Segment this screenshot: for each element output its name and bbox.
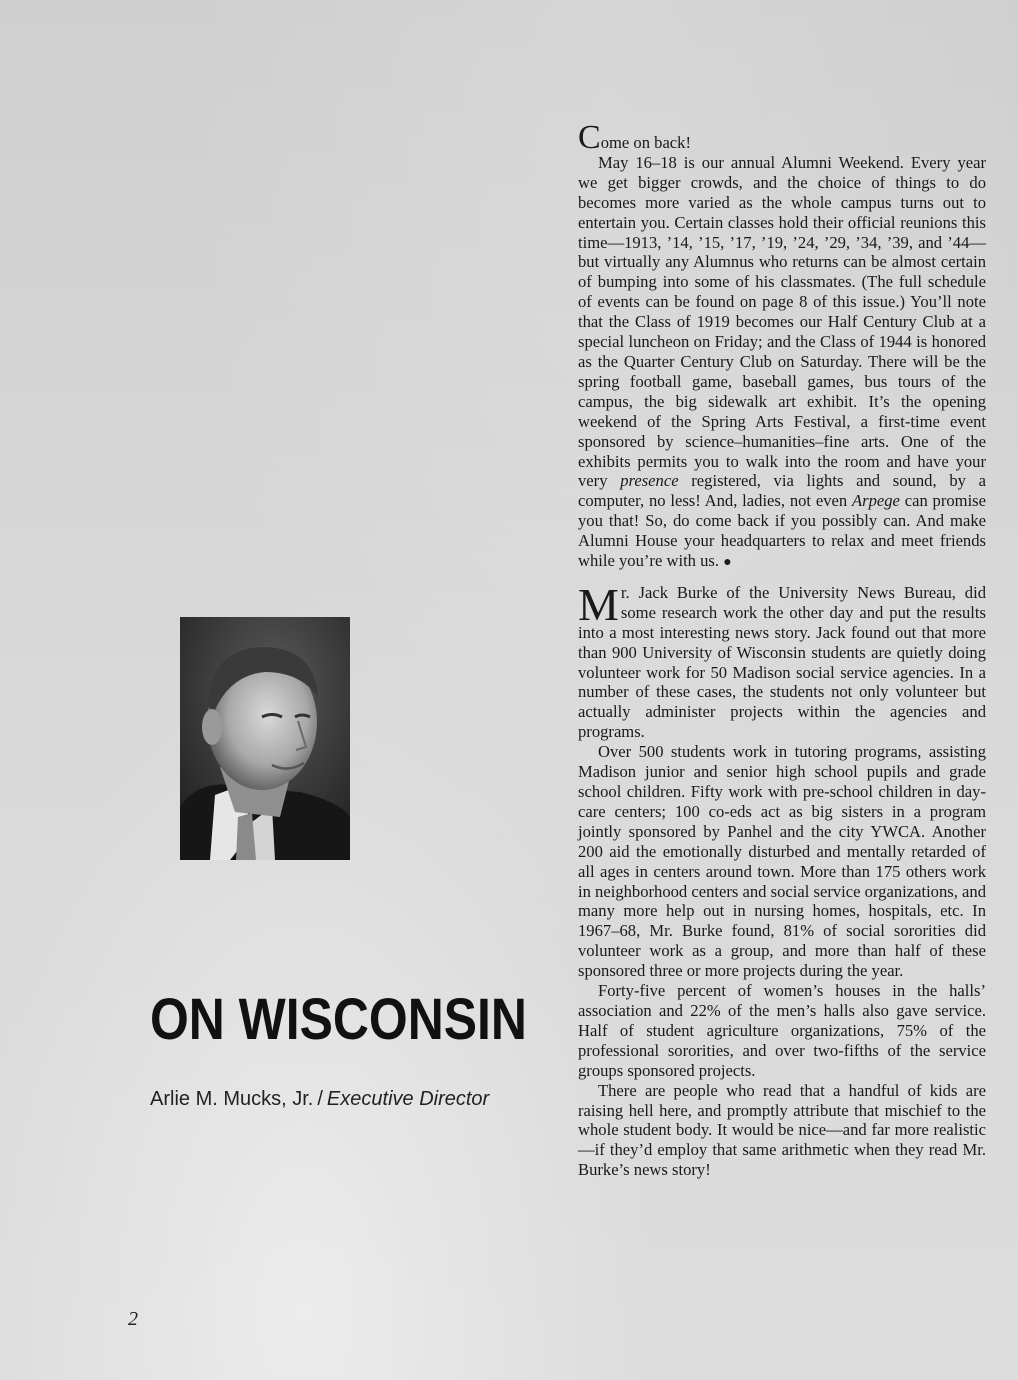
section1-dropcap: C xyxy=(578,119,601,156)
article-headline: ON WISCONSIN xyxy=(150,987,527,1052)
section1-text-b: registered, via lights and sound, by a computer, no less! And, ladies, not even xyxy=(578,471,986,511)
section2-paragraph-1 xyxy=(578,578,986,742)
section2-paragraph-3: Forty-five percent of women’s houses in the halls’ association and 22% of the men’s halls also gave service. Half of student agriculture organizations, 75% of the professional sororities, and over two-fifths of the service groups sponsored projects. xyxy=(578,981,986,1080)
section2-paragraph-2: Over 500 students work in tutoring programs, assisting Madison junior and senior high school pupils and grade school children. Fifty work with pre-school children in day-care centers; 100 co-eds act as big sisters in a program jointly sponsored by Panhel and the city YWCA. Another 200 aid the emotionally disturbed and mentally retarded of all ages in centers around town. More than 175 others work in neighborhood centers and social service organizations, and many more help out in nursing homes, hospitals, etc. In 1967–68, Mr. Burke found, 81% of social sororities did volunteer work as a group, and more than half of these sponsored three or more projects during the year. xyxy=(578,742,986,981)
byline-author-title: Executive Director xyxy=(326,1088,490,1110)
section1-text-a: May 16–18 is our annual Alumni Weekend. Every year we get bigger crowds, and the choice of things to do becomes more varied as the whole campus turns out to entertain you. Certain classes hold their official reunions this time—1913, ’14, ’15, ’17, ’19, ’24, ’29, ’34, ’39, and ’44—but virtually any Alumnus who returns can be almost certain of bumping into some of his classmates. (The full schedule of events can be found on page 8 of this issue.) You’ll note that the Class of 1919 becomes our Half Century Club at a special luncheon on Friday; and the Class of 1944 is honored as the Quarter Century Club on Saturday. There will be the spring football game, baseball games, bus tours of the campus, the big sidewalk art exhibit. It’s the opening weekend of the Spring Arts Festival, a first-time event sponsored by science–humanities–fine arts. One of the exhibits permits you to walk into the room and have your very xyxy=(578,152,986,491)
section2-dropcap: M xyxy=(578,578,619,630)
section2-paragraph-4: There are people who read that a handful of kids are raising hell here, and promptly attribute that mischief to the whole student body. It would be nice—and far more realistic—if they’d employ that same arithmetic when they read Mr. Burke’s news story! xyxy=(578,1080,986,1180)
section1-emphasis-presence: presence xyxy=(620,471,679,491)
page-number: 2 xyxy=(128,1308,138,1330)
article-body-column xyxy=(578,119,986,1180)
section1-opener-text: ome on back! xyxy=(600,133,691,152)
section2-text-1: r. Jack Burke of the University News Bureau, did some research work the other day and put the results into a most interesting news story. Jack found out that more than 900 University of Wisconsin students are quietly doing volunteer work for 50 Madison social service agencies. In a number of these cases, the students not only volunteer but actually administer projects within the agencies and programs. xyxy=(578,582,986,742)
section2 xyxy=(578,578,986,1180)
byline-author-name: Arlie M. Mucks, Jr. xyxy=(150,1088,314,1110)
section1-emphasis-arpege: Arpege xyxy=(851,491,900,511)
byline-separator: / xyxy=(317,1088,323,1110)
author-portrait-photo xyxy=(180,617,350,860)
section1-opener xyxy=(578,119,986,156)
byline xyxy=(150,1088,550,1111)
section1-text-c: can promise you that! So, do come back if you possibly can. And make Alumni House your headquarters to relax and meet friends while you’re with us. xyxy=(578,491,986,571)
portrait-image xyxy=(180,617,350,860)
end-mark-icon: ● xyxy=(723,555,732,571)
section1-paragraph xyxy=(578,153,986,573)
